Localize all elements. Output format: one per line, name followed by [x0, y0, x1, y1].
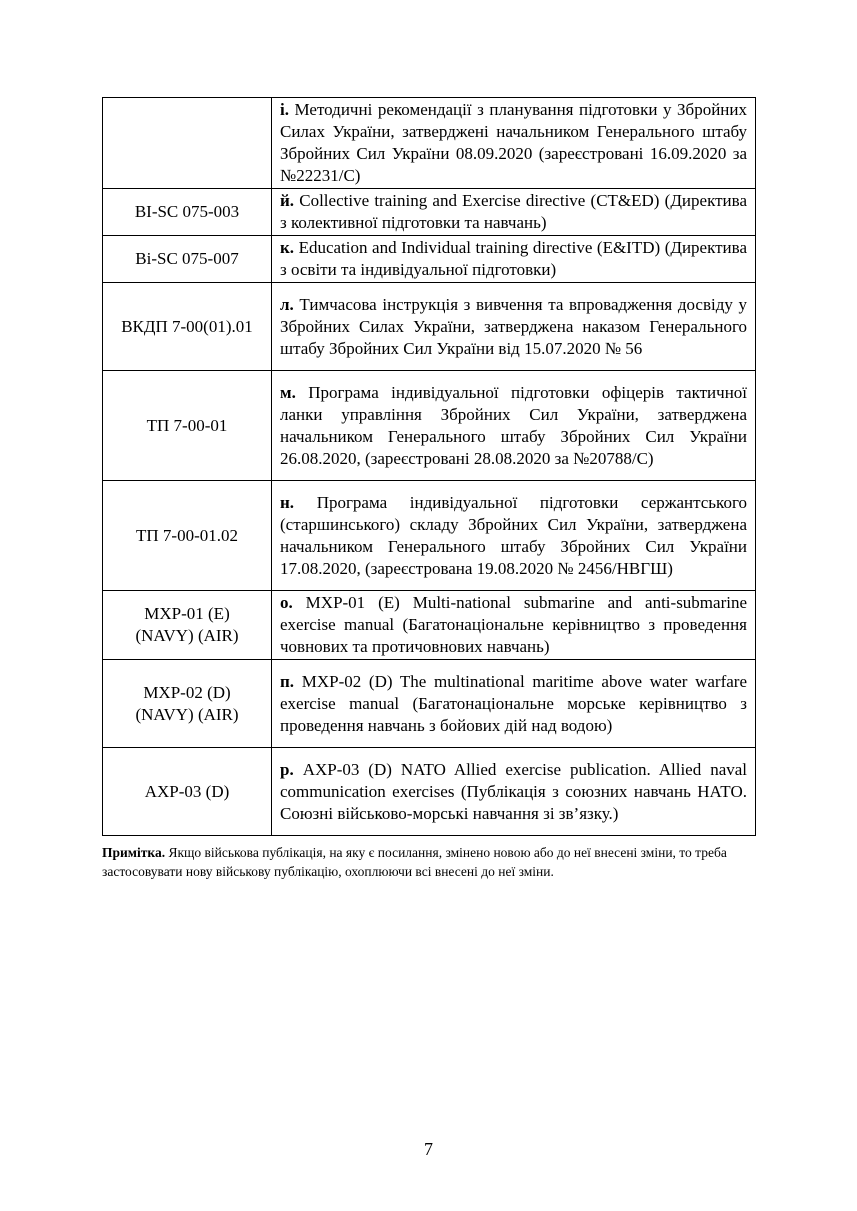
document-description-cell — [272, 189, 756, 236]
item-letter: к. — [280, 238, 295, 257]
table-row — [103, 660, 756, 748]
item-letter: п. — [280, 671, 295, 691]
item-letter: й. — [280, 191, 295, 210]
document-code-cell — [103, 98, 272, 189]
references-table-body — [103, 98, 756, 836]
document-code-cell — [103, 591, 272, 660]
document-code: ТП 7-00-01 — [146, 415, 228, 435]
document-description-cell — [272, 481, 756, 591]
document-code-cell — [103, 236, 272, 283]
document-code: MXP-02 (D) — [143, 682, 231, 702]
document-description: AXP-03 (D) NATO Allied exercise publication. Allied naval communication exercises (Публікація з союзних навчань НАТО. Союзні військово-морські навчання зі зв’язку.) — [280, 759, 748, 823]
table-row — [103, 748, 756, 836]
document-code-cell — [103, 660, 272, 748]
document-description: Програма індивідуальної підготовки офіцерів тактичної ланки управління Збройних Сил України, затверджена начальником Генерального штабу Збройних Сил України 26.08.2020, (зареєстровані 28.08.2020 за №20788/С) — [280, 382, 748, 468]
document-description-cell — [272, 660, 756, 748]
note-label: Примітка. — [102, 845, 166, 860]
document-description: MXP-01 (E) Multi-national submarine and anti-submarine exercise manual (Багатонаціональне керівництво з проведення човнових та протичовнових навчань) — [280, 593, 748, 656]
document-code-cell — [103, 189, 272, 236]
document-code-cell — [103, 283, 272, 371]
document-description: Education and Individual training directive (E&ITD) (Директива з освіти та індивідуальної підготовки) — [280, 238, 748, 279]
table-row — [103, 98, 756, 189]
note-text: Якщо військова публікація, на яку є посилання, змінено новою або до неї внесені зміни, то треба застосовувати нову військову публікацію, охоплюючи всі внесені до неї зміни. — [102, 845, 727, 879]
table-row — [103, 283, 756, 371]
item-letter: р. — [280, 759, 294, 779]
document-code-cell — [103, 481, 272, 591]
document-code: AXP-03 (D) — [144, 781, 230, 801]
document-description: Програма індивідуальної підготовки сержантського (старшинського) складу Збройних Сил України, затверджена начальником Генерального штабу Збройних Сил України 17.08.2020, (зареєстрована 19.08.2020 № 2456/НВГШ) — [280, 492, 748, 578]
item-letter: н. — [280, 492, 295, 512]
document-code: BI-SC 075-003 — [134, 202, 240, 221]
document-description-cell — [272, 748, 756, 836]
document-code-cell — [103, 748, 272, 836]
table-row — [103, 371, 756, 481]
item-letter: л. — [280, 294, 294, 314]
item-letter: і. — [280, 100, 289, 119]
item-letter: м. — [280, 382, 296, 402]
table-row — [103, 591, 756, 660]
document-description: Тимчасова інструкція з вивчення та впровадження досвіду у Збройних Силах України, затверджена наказом Генерального штабу Збройних Сил України від 15.07.2020 № 56 — [280, 294, 747, 358]
document-code: ТП 7-00-01.02 — [136, 525, 238, 545]
table-row — [103, 481, 756, 591]
document-description: Методичні рекомендації з планування підготовки у Збройних Силах України, затверджені начальником Генерального штабу Збройних Сил України 08.09.2020 (зареєстровані 16.09.2020 за №22231/С) — [280, 100, 747, 185]
document-description-cell — [272, 371, 756, 481]
document-code-service: (NAVY) (AIR) — [135, 626, 239, 645]
document-description: Collective training and Exercise directive (CT&ED) (Директива з колективної підготовки та навчань) — [280, 191, 747, 232]
references-table — [102, 97, 756, 836]
page-number: 7 — [424, 1139, 433, 1159]
document-code-cell — [103, 371, 272, 481]
document-description-cell — [272, 98, 756, 189]
document-code: ВКДП 7-00(01).01 — [121, 316, 253, 336]
document-description-cell — [272, 236, 756, 283]
document-code: Bi-SC 075-007 — [135, 249, 239, 268]
document-description-cell — [272, 283, 756, 371]
document-description-cell — [272, 591, 756, 660]
item-letter: о. — [280, 593, 293, 612]
document-code-service: (NAVY) (AIR) — [135, 704, 239, 724]
table-row — [103, 189, 756, 236]
footnote — [102, 843, 754, 881]
document-code: MXP-01 (E) — [144, 604, 230, 623]
document-description: MXP-02 (D) The multinational maritime above water warfare exercise manual (Багатонаціональне морське керівництво з проведення навчань з бойових дій над водою) — [280, 671, 747, 735]
table-row — [103, 236, 756, 283]
